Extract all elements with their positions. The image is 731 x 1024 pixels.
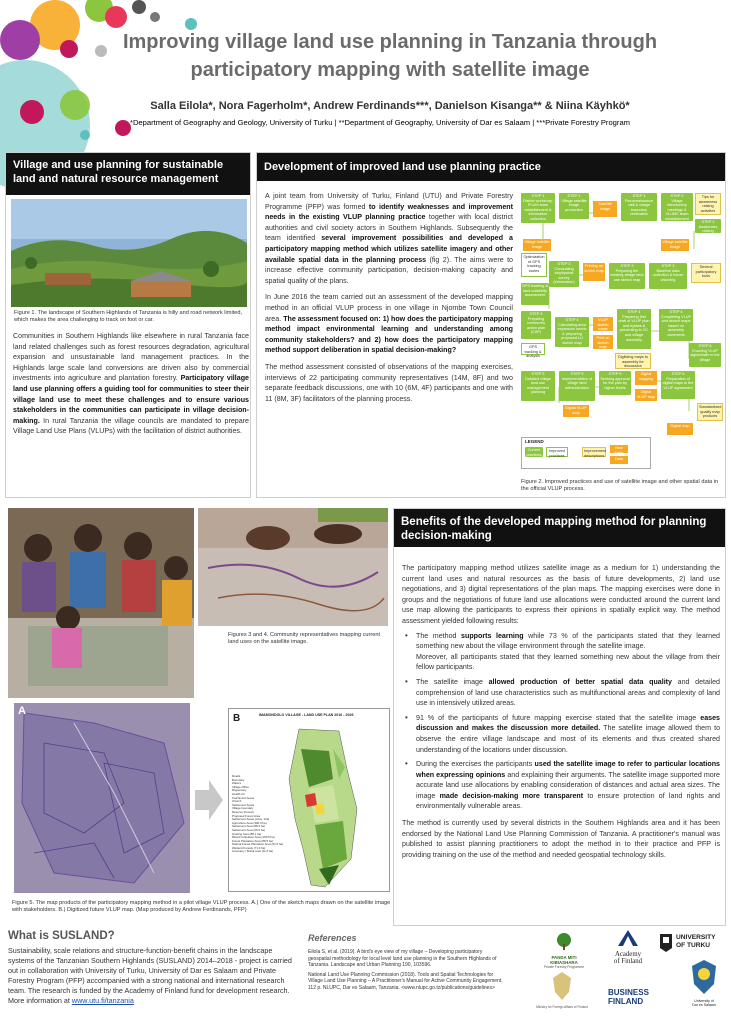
flow-data-label: Digital mapping — [638, 372, 654, 381]
flow-improvement-label: Tips for awareness raising activities — [698, 195, 718, 213]
benefit-text: and detailed comprehension of land use characteristics such as multifunctional areas and complexity of land use in intensively utilized areas. — [416, 677, 721, 708]
flow-improvement — [615, 353, 651, 369]
academy-name-1: Academy — [614, 951, 642, 958]
udsm-name-1: University of — [694, 999, 714, 1003]
flow-data — [593, 317, 613, 331]
dev-p2b: The assessment focused on: 1) how does the participatory mapping method impact environmental learning and understanding among community stakeholders? and 2) how does the participatory mapping method support deliberation in spatial decision-making? — [265, 314, 513, 355]
dev-text — [265, 191, 513, 404]
map-legend-item: Settlement Areas (Uma. 1ha) — [232, 817, 270, 822]
legend-current — [525, 447, 543, 457]
flow-step-label: Reconnaissance visit & village boundary verification — [624, 198, 654, 217]
susland-heading: What is SUSLAND? — [8, 930, 115, 942]
benefit-text: while 73 % of the participants stated that they learned something new about the village environment through the satellite image. — [416, 631, 720, 651]
legend-improved — [546, 447, 568, 457]
flow-improvement — [697, 403, 723, 421]
left-p1-bold: Participatory village land use planning offers a guiding tool for communities to steer their village land use to meet these challenges and to ensure various stakeholders in the communities can participate in village decision-making. — [13, 374, 249, 425]
flow-step — [689, 343, 721, 367]
susland-link[interactable]: www.utu.fi/tanzania — [71, 996, 134, 1005]
map-legend-item: Dispensary — [232, 788, 247, 793]
affiliations: *Department of Geography and Geology, University of Turku | **Department of Geography, University of Dar es Salaam | ***Private Forestry Program — [129, 118, 630, 127]
benefit-text: Moreover, all participants stated that they learned something new about the village from their fellow participants. — [416, 652, 720, 672]
benefits-heading: Benefits of the developed mapping method for planning decision-making — [394, 509, 725, 547]
flow-step-label: Preparing the existing village land use sketch map — [610, 268, 644, 282]
benefit-text: to ensure protection of land rights and environmentally vulnerable areas. — [416, 791, 720, 811]
susland-text — [8, 946, 300, 1006]
map-legend-item: Settlement Area (88.3 ha) — [232, 824, 265, 829]
benefit-item — [402, 713, 720, 755]
academy-triangle-icon — [618, 930, 638, 946]
digital-map-b — [228, 708, 390, 892]
udsm-logo — [684, 960, 724, 1007]
benefit-bold: supports learning — [461, 631, 524, 640]
references-section — [308, 933, 504, 992]
map-legend-item: Settlement Area (26.6 ha) — [232, 827, 265, 832]
flow-data-label: Print on sketch map — [596, 336, 610, 350]
pfp-logo — [540, 932, 588, 969]
map-legend-item: Health Ctr — [232, 791, 246, 796]
flow-legend — [521, 437, 651, 469]
flow-step — [521, 283, 549, 305]
map-legend-item: Roads — [232, 774, 241, 778]
udsm-crest-icon — [692, 960, 716, 994]
flow-data-label: Satellite image — [598, 202, 612, 211]
flow-step-num: STEP 6 — [698, 344, 712, 348]
left-panel — [5, 152, 251, 498]
dev-heading: Development of improved land use planning practice — [257, 153, 725, 181]
sketch-map-a — [14, 703, 190, 893]
authors: Salla Eilola*, Nora Fagerholm*, Andrew Ferdinands***, Danielson Kisanga** & Niina Käyhkö* — [150, 100, 630, 112]
flow-data-label: Digital VLUP map — [565, 406, 587, 415]
benefit-text: 91 % of the participants of future mapping exercise stated that the satellite image — [416, 713, 697, 722]
legend-newtasks — [610, 445, 628, 453]
dev-p1e: (fig 2). The aims were to increase effective community participation, decision-making capacity and spatial quality of the plans. — [265, 255, 513, 285]
bf-name-1: BUSINESS — [608, 988, 649, 997]
flow-step-label: Village introductory meetings & VLUMC team establishment — [665, 198, 689, 221]
utu-name-2: OF TURKU — [676, 942, 711, 949]
benefits-intro: The participatory mapping method utilizes satellite image as a medium for 1) understanding the current land uses and natural resources as the basis of future developments, 2) land use negotiations, and 3) digital representations of the plan maps. The mapping exercises were done in groups and the negotiations of future land use allocations were conducted around the current land use map allowing the participants to express their opinions in spatially explicit way. The method assessment yielded following results: — [402, 564, 720, 625]
pfp-sub: Private Forestry Programme — [543, 965, 585, 969]
mfa-logo — [536, 972, 588, 1009]
development-panel — [256, 152, 726, 498]
map-legend-item: Settlement Areas — [232, 802, 255, 807]
mfa-name: Ministry for Foreign Affairs of Finland — [536, 1005, 588, 1009]
photo-fig4 — [198, 508, 388, 626]
legend-label: New tasks — [614, 446, 624, 455]
flow-step-num: STEP 3 — [661, 264, 675, 268]
benefit-text: The satellite image allowed them to observe the entire village landscape and most of its elements and thus created shared understanding of the locations under discussion. — [416, 724, 721, 754]
community-mapping-photo — [8, 508, 194, 698]
flow-step — [617, 309, 651, 349]
legend-improvement — [582, 447, 606, 457]
flow-improvement-label: Digitizing maps to assembly for discussion — [618, 355, 648, 369]
flow-step-num: STEP 5 — [608, 372, 622, 376]
flow-step — [661, 371, 695, 399]
flow-step-num: STEP 4 — [627, 310, 641, 314]
fig5-caption: Figure 5. The map products of the participatory mapping method in a pilot village VLUP process. A.) One of the sketch maps drawn on the satellite image with stakeholders. B.) Digitized future VLUP map. (Map produced by Andrew Ferdinands, PFP) — [12, 900, 391, 914]
dev-p1d: several improvement possibilities and developed a participatory mapping method which utilizes satellite imagery and other available spatial data in the planning process — [265, 234, 513, 264]
dev-p1a: A joint team from University of Turku, Finland (UTU) and Private Forestry Programme (PFP) was formed — [265, 192, 513, 211]
flow-step-num: STEP 5 — [570, 372, 584, 376]
flow-data — [635, 389, 657, 401]
map-legend-item: Cemetery / Burial area (11.6 ha) — [232, 849, 274, 854]
left-heading: Village and use planning for sustainable land and natural resource management — [6, 153, 250, 195]
flow-step — [559, 371, 595, 401]
flow-data — [667, 423, 693, 435]
flow-data — [563, 405, 589, 417]
dev-p1 — [265, 191, 513, 286]
flow-data-label: Digital map — [670, 424, 690, 428]
flow-step-label: Village satellite image production — [561, 198, 587, 212]
flow-note — [521, 343, 545, 359]
map-legend-item: Mixed Cultivation Area (150.5 ha) — [232, 835, 275, 840]
flow-note — [521, 253, 547, 277]
flow-step — [649, 263, 687, 289]
flow-data-label: Village satellite image — [662, 240, 688, 249]
academy-name-2: of Finland — [613, 958, 643, 965]
flow-improvement — [691, 263, 721, 283]
flow-step — [521, 371, 555, 401]
utu-crest-icon — [658, 934, 674, 952]
left-p1-tail: In rural Tanzania the village councils are mandated to prepare Village Land Use Plans (VLUPs) with the facilitation of district authorities. — [13, 416, 249, 436]
map-legend-item: Natural Forest Plantation Area (51.5 ha) — [232, 842, 284, 847]
flow-data-label: VLUP sketch maps — [597, 318, 609, 332]
flow-step-num: STEP 4 — [565, 318, 579, 322]
arrow-icon — [195, 780, 223, 820]
benefit-text: The satellite image — [416, 677, 483, 686]
legend-data — [610, 456, 628, 464]
dev-p1c: together with local district authorities and civil society actors in Southern Highlands. Subsequently the team identified — [265, 213, 513, 243]
flow-step — [555, 317, 589, 347]
map-b-title: IMAMONDOLO VILLAGE - LAND USE PLAN 2016 - 2026 — [259, 713, 354, 717]
flow-step-num: STEP 4 — [669, 310, 683, 314]
flow-step-label: Conducting biophysical survey (information) — [553, 266, 575, 285]
dev-p1b: to identify weaknesses and improvement needs in the existing VLUP planning practice — [265, 202, 513, 222]
flow-data — [593, 335, 613, 349]
legend-title: LEGEND — [525, 439, 544, 444]
flow-step-num: STEP 5 — [531, 372, 545, 376]
flow-data-label: Digital VLUP map — [636, 390, 656, 399]
map-legend-item: Boundary — [232, 777, 245, 782]
flow-step — [659, 309, 693, 341]
legend-label: Improved practices — [549, 449, 565, 458]
landscape-photo — [11, 199, 247, 307]
flow-step — [695, 219, 721, 233]
dev-p2 — [265, 292, 513, 356]
benefit-bold: made decision-making more transparent — [439, 791, 584, 800]
map-legend-item: Village boundary — [232, 806, 254, 811]
flow-step-num: STEP 2 — [701, 220, 715, 224]
flow-data-label: Printing on sketch map — [584, 264, 604, 273]
flow-step-num: STEP 3 — [620, 264, 634, 268]
flow-step-label: Implementation of village land administration — [561, 376, 593, 390]
flow-improvement-label: Standardised quality map products — [699, 405, 722, 419]
benefits-panel — [393, 508, 726, 926]
flow-data — [661, 239, 689, 251]
benefit-item — [402, 759, 720, 812]
flow-step-num: STEP 3 — [557, 262, 571, 266]
benefit-item — [402, 631, 720, 673]
flow-data — [583, 263, 605, 281]
photo-fig3 — [8, 508, 194, 698]
susland-body: Sustainability, scale relations and structure-function-benefit chains in the landscape systems of the Tanzanian Southern Highlands (SUSLAND) 2014–2018 - project is carried out in collaboration with University of Turku, University of Dar es Salaam and Private Forestry Program (PFP) accompanied with a strong national and international research team. The research is funded by the Academy of Finland fund for development research. More information at — [8, 946, 292, 1005]
flow-improvement-label: Several participatory tools — [695, 265, 717, 279]
map-b-label: B — [233, 713, 241, 724]
flow-data — [523, 239, 551, 251]
flow-step-label: Preparation of digital maps to the VLUP agreement — [662, 376, 694, 390]
flow-step-label: Enacting VLUP signed/with in the village — [690, 348, 720, 362]
flow-step-label: Preparing community action plan (CAP) — [526, 316, 546, 335]
flow-data-label: Village satellite image — [524, 240, 550, 249]
landscape-image — [11, 199, 247, 307]
flow-improvement — [695, 193, 721, 215]
pfp-name: PANDA MITI KIBIASHARA — [550, 955, 578, 965]
benefits-body — [402, 563, 720, 860]
flow-step — [621, 193, 657, 221]
flow-step-num: STEP 1 — [632, 194, 646, 198]
references-heading: References — [308, 933, 357, 943]
benefit-text: The method — [416, 631, 457, 640]
mfa-lion-icon — [551, 972, 573, 1000]
benefit-bold: used the satellite image to refer to particular locations when expressing opinions — [416, 760, 720, 779]
map-legend-item: Forest Plantation Area (88.5 ha) — [232, 838, 273, 843]
map-legend-item: Proposed Forest Area — [232, 813, 261, 818]
fig34-caption: Figures 3 and 4. Community representatives mapping current land uses on the satellite image. — [228, 632, 381, 646]
flow-step-num: STEP 6 — [671, 372, 685, 376]
map-legend-item: Catchment Areas — [232, 795, 255, 800]
map-legend-item: Village Office — [232, 784, 249, 789]
hands-on-map-photo — [198, 508, 388, 626]
legend-label: Data — [614, 457, 624, 461]
flow-step-label: Detailed village land use management planning — [525, 376, 551, 395]
flow-step-num: STEP 4 — [529, 312, 543, 316]
sketch-map-image — [14, 703, 190, 893]
benefit-text: and explaining their arguments. The satellite image supported more accurate land use allocations by enabling consideration of distances and actual area sizes. The image — [416, 770, 720, 800]
benefit-bold: allowed production of better spatial data quality — [488, 677, 672, 686]
fig2-caption: Figure 2. Improved practices and use of satellite image and other spatial data in the official VLUP process. — [521, 479, 719, 493]
map-legend-item: Reserve (Forest) — [232, 809, 254, 814]
flow-step-label: Awareness raising — [698, 224, 718, 234]
susland-section — [8, 930, 300, 1006]
map-legend — [232, 775, 292, 854]
flow-step — [559, 193, 589, 219]
business-finland-logo — [608, 988, 649, 1006]
flow-data — [593, 201, 617, 217]
dev-p2a: In June 2016 the team carried out an assessment of the developed mapping method in an official VLUP process in one village in Njombe Town Council area. — [265, 293, 513, 323]
map-legend-item: Agriculture Area (300.0 ha) — [232, 820, 267, 825]
flow-step-label: Calculating area expansion needs & preparing proposed LU sketch map — [557, 322, 587, 345]
flow-step-num: STEP 1 — [567, 194, 581, 198]
flow-step-label: Completing VLUP and sketch maps based on assembly comments — [660, 314, 692, 337]
flow-step-label: Seeking approval for the plan by higher levels — [600, 376, 630, 390]
reference-1: Eilola S, et al. (2019). A bird's eye view of my village – Developing participatory geospatial methodology for local level land use planning in the Southern Highlands of Tanzania. Landscape and Urban Planning 190, 103596. — [308, 949, 497, 969]
udsm-name-2: Dar es Salaam — [692, 1003, 716, 1007]
flow-step-label: Preparing first draft of VLUP plan and bylaws & presenting to VC and village assembly — [618, 314, 650, 342]
flow-step — [521, 311, 551, 339]
left-paragraph — [13, 331, 249, 437]
flow-step-label: Baseline data collection & future visioning — [652, 268, 684, 282]
poster-title: Improving village land use planning in Tanzania through participatory mapping with satellite image — [122, 31, 658, 81]
reference-2: National Land Use Planning Commission (2018). Tools and Spatial Technologies for Village Land Use Planning – A Practitioner's Manual for Active Community Engagement. 112 p. NLUPC, Dar es Salaam, Tanzania. <www.nlupc.go.tz/publications/guidelines> — [308, 971, 503, 991]
fig1-caption: Figure 1. The landscape of Southern Highlands of Tanzania is hilly and road network limited, which makes the area challenging to track on foot or car. — [14, 310, 243, 324]
benefits-list — [402, 631, 720, 813]
flow-step-label: GPS tracking & land suitability assessment — [522, 284, 548, 298]
flow-step-num: STEP 1 — [531, 194, 545, 198]
utu-name-1: UNIVERSITY — [676, 934, 716, 941]
bf-name-2: FINLAND — [608, 997, 644, 1006]
academy-logo — [600, 930, 656, 965]
flow-step — [599, 371, 631, 395]
logos — [510, 928, 728, 1020]
flow-data — [635, 371, 657, 385]
map-legend-item: Wetland Forests (71.0 ha) — [232, 845, 266, 850]
benefit-item — [402, 677, 720, 709]
flow-step — [609, 263, 645, 289]
map-a-label: A — [18, 705, 26, 717]
flow-step — [521, 193, 555, 223]
legend-label: Current practices — [526, 448, 542, 457]
flow-step — [661, 193, 693, 221]
benefit-bold: eases discussion and makes the discussion more detailed. — [416, 713, 720, 733]
benefits-closing: The method is currently used by several districts in the Southern Highlands area and it has been endorsed by the National Land Use Planning Commission of Tanzania. A practitioner's manual was published to assist planning practitioners to adopt the method in to their practice and PFP is providing training on the use of the method and needed geospatial technology skills. — [402, 819, 720, 859]
map-legend-item: Church — [232, 799, 242, 804]
map-legend-item: Grazing Area (88.1 ha) — [232, 831, 262, 836]
benefit-text: During the exercises the participants — [416, 760, 533, 769]
flow-note-label: GPS tracking & analysis — [524, 345, 542, 359]
legend-label: Improvement descriptions — [584, 449, 607, 458]
flow-note-label: Optimization of GPS tracking routes — [523, 255, 545, 273]
flow-step — [549, 261, 579, 287]
left-p1: Communities in Southern Highlands like elsewhere in rural Tanzania face land related challenges such as forest resources degradation, agricultural expansion and unsustainable land management practices. In the Highlands large scale land conversions are driven also by commercial investments into agriculture and plantation forestry. — [13, 332, 249, 383]
tree-icon — [551, 932, 577, 950]
map-legend-item: Waters — [232, 781, 242, 786]
flow-step-num: STEP 2 — [670, 194, 684, 198]
flow-step-label: District workshop, PLUM team establishment & information collection — [523, 198, 553, 221]
dev-p3: The method assessment consisted of observations of the mapping exercises, interviews of 22 participating community representatives (14M, 8F) and two separate feedback discussions, one with 10 (6M, 4F) participants and one with 11 (8M, 3F) facilitators of the planning process. — [265, 362, 513, 403]
flowchart — [519, 191, 723, 475]
